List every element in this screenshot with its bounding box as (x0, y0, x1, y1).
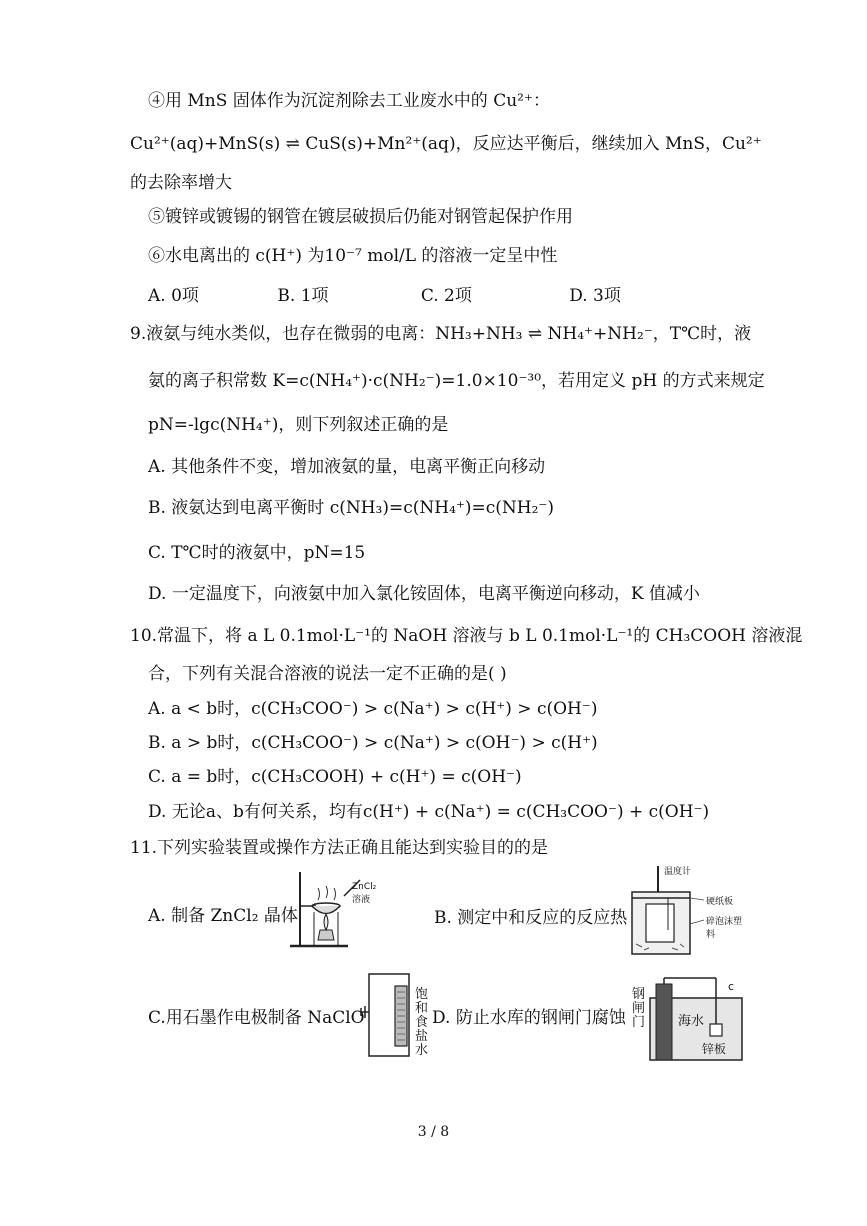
figure-d-gate-label: 钢闸门 (632, 987, 646, 1030)
q9-stem-line3: pN=-lgc(NH₄⁺)，则下列叙述正确的是 (148, 415, 449, 435)
figure-d-gate-protection (630, 972, 748, 1064)
q9-option-c: C. T℃时的液氨中，pN=15 (148, 543, 366, 563)
q8-item4-line3: 的去除率增大 (130, 173, 232, 193)
q11-option-b-caption: B. 测定中和反应的反应热 (434, 908, 628, 928)
figure-b-thermometer-label: 温度计 (664, 867, 692, 877)
q9-stem-line2: 氨的离子积常数 K=c(NH₄⁺)·c(NH₂⁻)=1.0×10⁻³⁰，若用定义 pH 的方式来规定 (148, 371, 765, 391)
figure-b-calorimeter (628, 864, 748, 959)
figure-d-zinc-label: 锌板 (702, 1042, 727, 1056)
figure-c-electrolysis (355, 970, 435, 1060)
q8-option-c: C. 2项 (420, 286, 472, 306)
q10-stem-line1: 10.常温下，将 a L 0.1mol·L⁻¹的 NaOH 溶液与 b L 0.1mol·L⁻¹的 CH₃COOH 溶液混 (130, 626, 803, 646)
page-number: 3 / 8 (417, 1124, 450, 1140)
q11-stem: 11.下列实验装置或操作方法正确且能达到实验目的的是 (130, 838, 549, 858)
figure-a-solution-label: ZnCl₂ 溶液 (352, 882, 377, 905)
q11-option-a-caption: A. 制备 ZnCl₂ 晶体 (148, 906, 298, 926)
figure-c-brine-label: 饱和食盐水 (415, 987, 429, 1058)
figure-d-c-label: c (728, 980, 735, 993)
q8-option-d: D. 3项 (569, 286, 621, 306)
q9-option-b: B. 液氨达到电离平衡时 c(NH₃)=c(NH₄⁺)=c(NH₂⁻) (148, 498, 555, 518)
q8-option-a: A. 0项 (148, 286, 199, 306)
q8-item6: ⑥水电离出的 c(H⁺) 为10⁻⁷ mol/L 的溶液一定呈中性 (148, 246, 558, 266)
q9-option-a: A. 其他条件不变，增加液氨的量，电离平衡正向移动 (148, 457, 546, 477)
q8-item5: ⑤镀锌或镀锡的钢管在镀层破损后仍能对钢管起保护作用 (148, 207, 573, 227)
figure-a-evaporation (288, 866, 388, 952)
q8-option-b: B. 1项 (277, 286, 329, 306)
evaporation-apparatus-drawing (288, 866, 388, 952)
q10-option-a: A. a < b时，c(CH₃COO⁻) > c(Na⁺) > c(H⁺) > c(OH⁻) (148, 699, 598, 719)
calorimeter-drawing (628, 864, 748, 959)
q8-options (148, 285, 621, 307)
q10-option-b: B. a > b时，c(CH₃COO⁻) > c(Na⁺) > c(OH⁻) > c(H⁺) (148, 733, 598, 753)
figure-b-foam-label: 碎泡沫塑料 (706, 917, 743, 940)
q10-stem-line2: 合，下列有关混合溶液的说法一定不正确的是( ) (148, 664, 507, 684)
figure-d-water-label: 海水 (678, 1014, 705, 1029)
q9-stem-line1: 9.液氨与纯水类似，也存在微弱的电离：NH₃+NH₃ ⇌ NH₄⁺+NH₂⁻，T℃时，液 (130, 324, 752, 344)
q10-option-d: D. 无论a、b有何关系，均有c(H⁺) + c(Na⁺) = c(CH₃COO⁻) + c(OH⁻) (148, 802, 710, 822)
figure-b-board-label: 硬纸板 (706, 897, 734, 907)
q9-option-d: D. 一定温度下，向液氨中加入氯化铵固体，电离平衡逆向移动，K 值减小 (148, 584, 700, 604)
q11-option-d-caption: D. 防止水库的钢闸门腐蚀 (432, 1008, 626, 1028)
q8-item4-line2: Cu²⁺(aq)+MnS(s) ⇌ CuS(s)+Mn²⁺(aq)，反应达平衡后，继续加入 MnS，Cu²⁺ (130, 134, 762, 154)
q11-option-c-caption: C.用石墨作电极制备 NaClO (148, 1008, 365, 1028)
q8-item4-line1: ④用 MnS 固体作为沉淀剂除去工业废水中的 Cu²⁺： (148, 91, 550, 111)
q10-option-c: C. a = b时，c(CH₃COOH) + c(H⁺) = c(OH⁻) (148, 767, 522, 787)
